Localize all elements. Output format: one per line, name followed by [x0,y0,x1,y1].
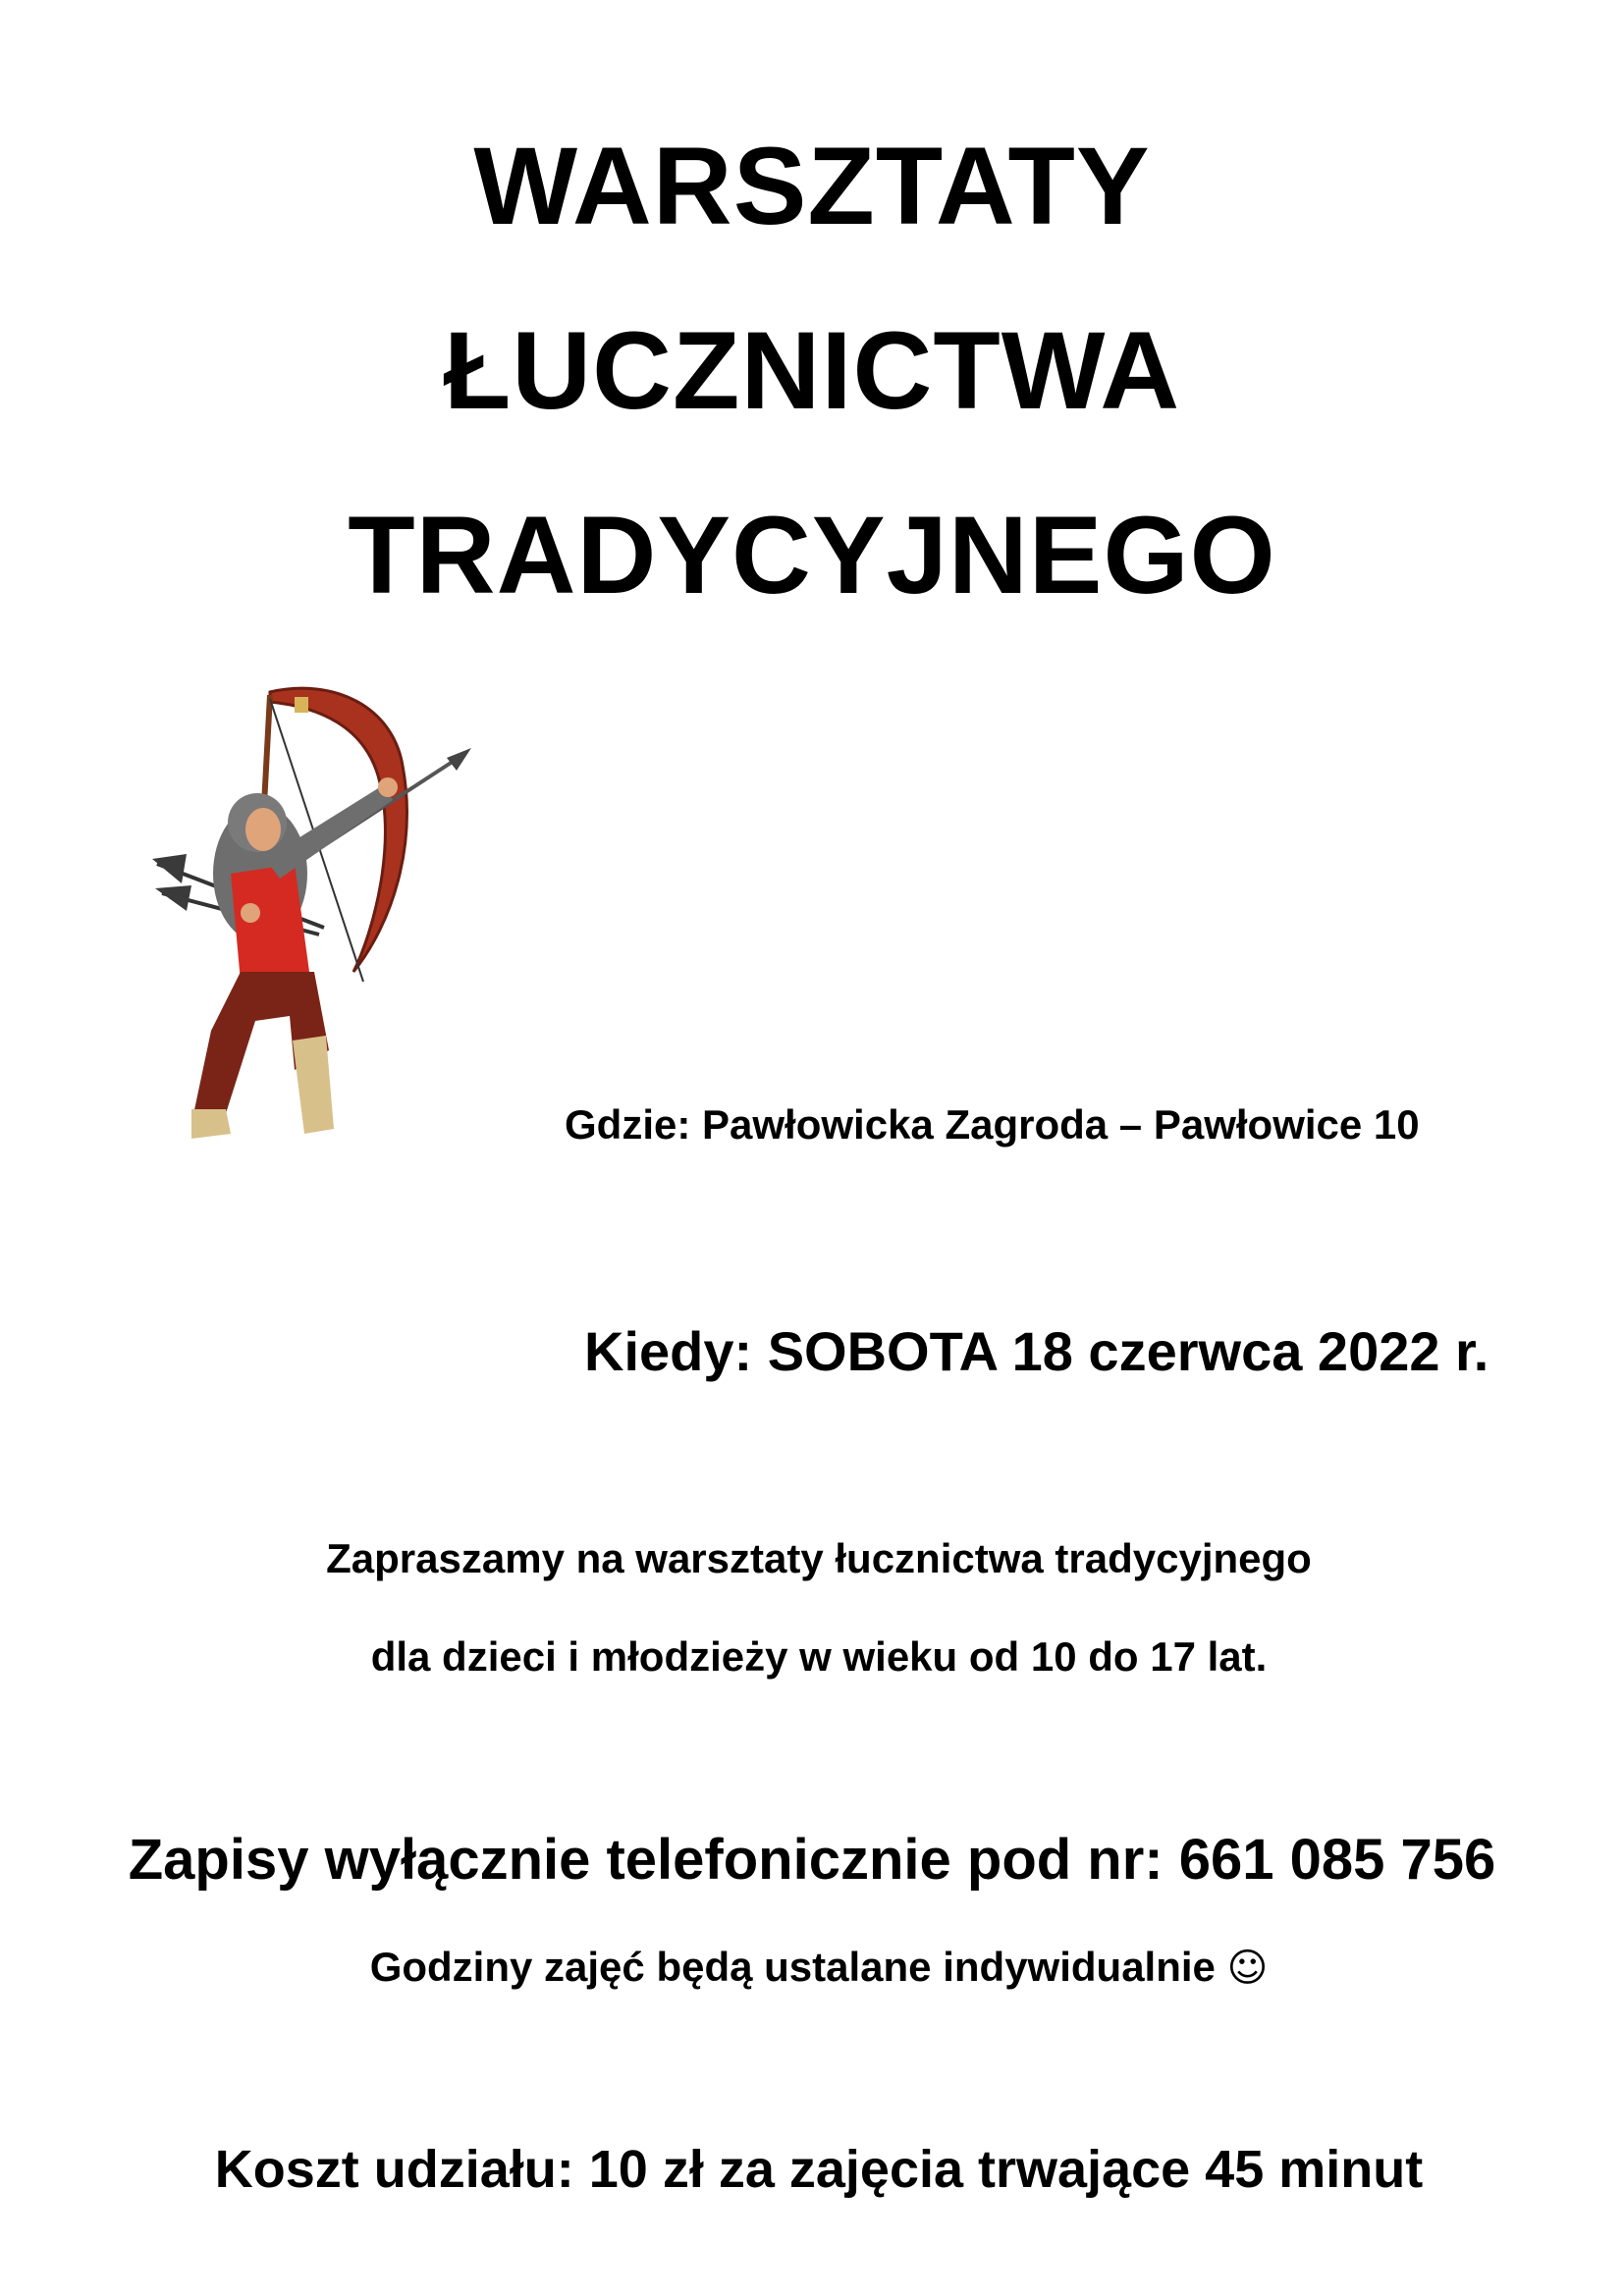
title-line-1: WARSZTATY [473,125,1151,247]
event-location: Gdzie: Pawłowicka Zagroda – Pawłowice 10 [565,1101,1420,1148]
kneeling-archer-illustration [147,677,520,1148]
class-hours-text: Godziny zajęć będą ustalane indywidualnie [369,1944,1216,1990]
title-line-2: ŁUCZNICTWA [443,309,1181,432]
title-line-3: TRADYCYJNEGO [348,494,1276,616]
class-hours-note [0,1944,1624,1991]
invitation-line-1: Zapraszamy na warsztaty łucznictwa tradycyjnego [326,1535,1312,1581]
event-date: Kiedy: SOBOTA 18 czerwca 2022 r. [584,1320,1489,1382]
participation-cost: Koszt udziału: 10 zł za zajęcia trwające 45 minut [214,2140,1424,2199]
signup-phone: Zapisy wyłącznie telefonicznie pod nr: 661 085 756 [128,1828,1496,1892]
smiley-face-icon: ☺ [1226,1946,1269,1991]
invitation-line-2: dla dzieci i młodzieży w wieku od 10 do 17 lat. [370,1633,1268,1680]
